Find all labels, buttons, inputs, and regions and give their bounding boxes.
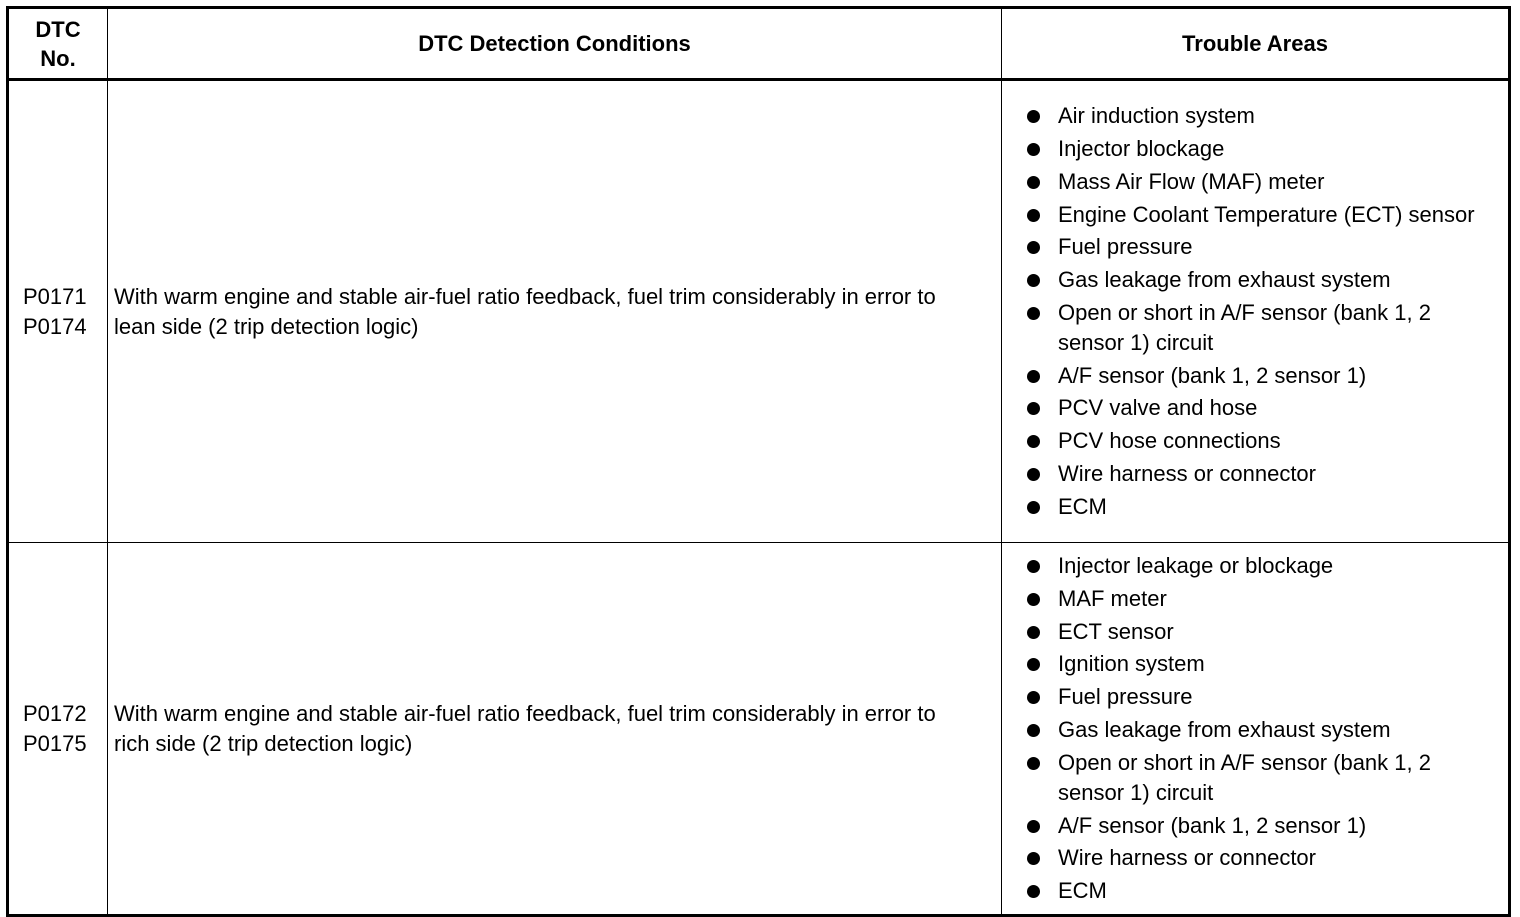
trouble-areas-cell xyxy=(1002,80,1510,543)
trouble-area-item: Fuel pressure xyxy=(1025,682,1498,712)
dtc-table xyxy=(6,6,1511,917)
trouble-area-item: Gas leakage from exhaust system xyxy=(1025,715,1498,745)
detection-condition-cell: With warm engine and stable air-fuel ratio feedback, fuel trim considerably in error to lean side (2 trip detection logic) xyxy=(108,80,1002,543)
trouble-areas-cell xyxy=(1002,543,1510,916)
dtc-code: P0174 xyxy=(23,313,87,339)
dtc-code: P0171 xyxy=(23,283,87,309)
header-dtc-no-line-2: No. xyxy=(40,45,76,71)
header-detection-conditions: DTC Detection Conditions xyxy=(108,8,1002,80)
trouble-area-item: PCV hose connections xyxy=(1025,426,1498,456)
trouble-area-item: Air induction system xyxy=(1025,101,1498,131)
dtc-code-cell xyxy=(8,80,108,543)
header-dtc-no-line-1: DTC xyxy=(35,16,81,42)
trouble-areas-list xyxy=(1025,101,1498,522)
table-header xyxy=(8,8,1510,80)
trouble-area-item: Wire harness or connector xyxy=(1025,459,1498,489)
trouble-area-item: Gas leakage from exhaust system xyxy=(1025,265,1498,295)
header-trouble-areas: Trouble Areas xyxy=(1002,8,1510,80)
dtc-code-cell xyxy=(8,543,108,916)
trouble-area-item: A/F sensor (bank 1, 2 sensor 1) xyxy=(1025,361,1498,391)
trouble-area-item: MAF meter xyxy=(1025,584,1498,614)
header-dtc-no xyxy=(8,8,108,80)
trouble-area-item: Wire harness or connector xyxy=(1025,843,1498,873)
table-body xyxy=(8,80,1510,916)
trouble-area-item: Injector leakage or blockage xyxy=(1025,551,1498,581)
header-row xyxy=(8,8,1510,80)
table-row xyxy=(8,543,1510,916)
dtc-code: P0172 xyxy=(23,700,87,726)
table-row xyxy=(8,80,1510,543)
trouble-area-item: ECT sensor xyxy=(1025,617,1498,647)
dtc-code: P0175 xyxy=(23,730,87,756)
trouble-area-item: Injector blockage xyxy=(1025,134,1498,164)
trouble-area-item: ECM xyxy=(1025,876,1498,906)
trouble-area-item: Open or short in A/F sensor (bank 1, 2 sensor 1) circuit xyxy=(1025,748,1498,808)
trouble-area-item: Mass Air Flow (MAF) meter xyxy=(1025,167,1498,197)
trouble-area-item: Fuel pressure xyxy=(1025,232,1498,262)
trouble-area-item: A/F sensor (bank 1, 2 sensor 1) xyxy=(1025,811,1498,841)
detection-condition-cell: With warm engine and stable air-fuel ratio feedback, fuel trim considerably in error to rich side (2 trip detection logic) xyxy=(108,543,1002,916)
trouble-area-item: Engine Coolant Temperature (ECT) sensor xyxy=(1025,200,1498,230)
trouble-area-item: Ignition system xyxy=(1025,649,1498,679)
trouble-area-item: PCV valve and hose xyxy=(1025,393,1498,423)
trouble-areas-list xyxy=(1025,551,1498,906)
trouble-area-item: ECM xyxy=(1025,492,1498,522)
trouble-area-item: Open or short in A/F sensor (bank 1, 2 sensor 1) circuit xyxy=(1025,298,1498,358)
